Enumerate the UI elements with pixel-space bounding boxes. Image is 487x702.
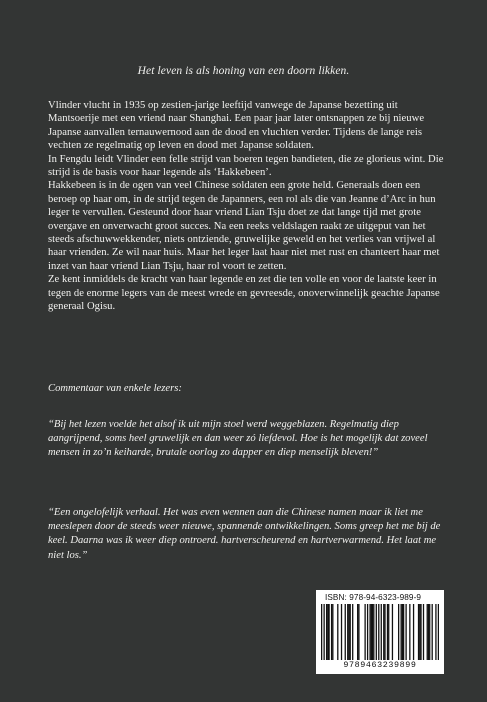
- barcode-bar: [428, 604, 429, 660]
- barcode-bar: [347, 604, 348, 660]
- barcode-bar: [418, 604, 419, 660]
- barcode-bar: [409, 604, 410, 660]
- barcode-bar: [392, 604, 393, 660]
- barcode-bar: [429, 604, 430, 660]
- reader-quote: “Bij het lezen voelde het alsof ik uit mijn stoel werd weggeblazen. Regelmatig diep aangrijpend, soms heel gruwelijk en dan weer zó liefdevol. Hoe is het mogelijk dat zoveel mensen in zo’n keiharde, brutale oorlog zo dapper en diep menselijk bleven!”: [48, 419, 428, 459]
- barcode-bar: [332, 604, 333, 660]
- barcode-bar: [388, 604, 389, 660]
- barcode-bar: [327, 604, 328, 660]
- barcode-bar: [419, 604, 420, 660]
- barcode-bar: [348, 604, 349, 660]
- barcode-bar: [367, 604, 368, 660]
- isbn-label: ISBN: 978-94-6323-989-9: [325, 593, 422, 602]
- barcode-bar: [326, 604, 327, 660]
- barcode-bar: [331, 604, 332, 660]
- barcode-bar: [350, 604, 351, 660]
- barcode-bar: [328, 604, 329, 660]
- barcode-bar: [403, 604, 404, 660]
- barcode-bar: [435, 604, 436, 660]
- reader-quote: “Een ongelofelijk verhaal. Het was even wennen aan die Chinese namen maar ik liet me meeslepen door de steeds weer nieuwe, spannende ontwikkelingen. Soms greep het me bij de keel. Daarna was ik weer diep ontroerd. hartverscheurend en hartverwarmend. Het laat me niet los.”: [48, 507, 441, 561]
- synopsis: [48, 99, 448, 314]
- barcode-icon: [321, 604, 439, 660]
- barcode-bar: [371, 604, 372, 660]
- barcode-bar: [398, 604, 399, 660]
- barcode-bar: [376, 604, 377, 660]
- barcode-bar: [341, 604, 342, 660]
- barcode-bar: [387, 604, 388, 660]
- barcode-bar: [405, 604, 406, 660]
- synopsis-paragraph: Hakkebeen is in de ogen van veel Chinese soldaten een grote held. Generaals doen een beroep op haar om, in de strijd tegen de Japanners, een rol als die van Jeanne d’Arc in hun leger te vervullen. Gesteund door haar vriend Lian Tsju doet ze dat lange tijd met grote overgave en onverwacht groot succes. Na een reeks veldslagen raakt ze uitgeput van het steeds afschuwwekkender, niets ontziende, gruwelijke geweld en het verlies van vrijwel al haar vrienden. Ze wil naar huis. Maar het leger laat haar niet met rust en chanteert haar met inzet van haar vriend Lian Tsju, haar rol voort te zetten.: [48, 180, 440, 272]
- barcode-bar: [402, 604, 403, 660]
- barcode-bar: [438, 604, 439, 660]
- synopsis-paragraph: Vlinder vlucht in 1935 op zestien-jarige leeftijd vanwege de Japanse bezetting uit Mantsoerije met een vriend naar Shanghai. Een paar jaar later ontsnappen ze bij nieuwe Japanse aanvallen ternauwernood aan de dood en vluchten verder. Tijdens de lange reis vechten ze regelmatig op leven en dood met Japanse soldaten.: [48, 100, 425, 152]
- synopsis-paragraph: In Fengdu leidt Vlinder een felle strijd van boeren tegen bandieten, die ze glorieus wint. Die strijd is de basis voor haar legende als ‘Hakkebeen’.: [48, 153, 444, 179]
- barcode-bar: [369, 604, 370, 660]
- barcode-bar: [400, 604, 401, 660]
- barcode-bar: [373, 604, 374, 660]
- barcode-bar: [413, 604, 414, 660]
- barcode-bar: [420, 604, 421, 660]
- barcode-bar: [357, 604, 358, 660]
- isbn-digits: 9789463239899: [343, 660, 417, 670]
- barcode-bar: [383, 604, 384, 660]
- barcode-bar: [323, 604, 324, 660]
- barcode-bar: [427, 604, 428, 660]
- barcode-bar: [381, 604, 382, 660]
- barcode-bar: [372, 604, 373, 660]
- barcode-bar: [337, 604, 338, 660]
- barcode-bar: [358, 604, 359, 660]
- barcode-bar: [432, 604, 433, 660]
- barcode-bar: [423, 604, 424, 660]
- synopsis-paragraph: Ze kent inmiddels de kracht van haar legende en zet die ten volle en voor de laatste keer in tegen de enorme legers van de meest wrede en gevreesde, onoverwinnelijk geachte Japanse generaal Ogisu.: [48, 274, 440, 313]
- barcode-bar: [321, 604, 322, 660]
- barcode-bar: [352, 604, 353, 660]
- motto: Het leven is als honing van een doorn likken.: [137, 65, 350, 77]
- comments-heading: Commentaar van enkele lezers:: [48, 383, 182, 394]
- isbn-barcode: [316, 590, 444, 674]
- barcode-bar: [364, 604, 365, 660]
- barcode-bar: [345, 604, 346, 660]
- barcode-bar: [384, 604, 385, 660]
- barcode-bar: [378, 604, 379, 660]
